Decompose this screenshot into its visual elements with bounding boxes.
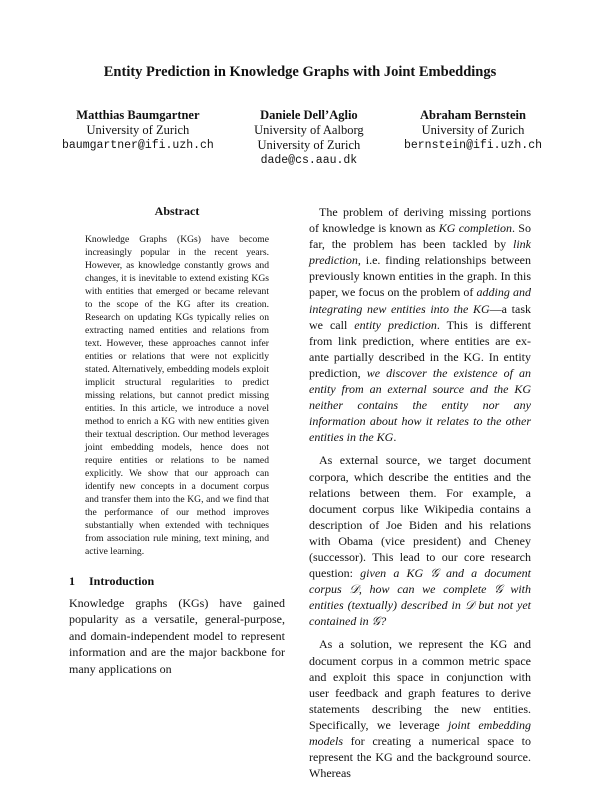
text-run: . This is different from link prediction, where entities are ex-ante partially described in the KG. In entity prediction, <box>309 317 532 380</box>
paper-title: Entity Prediction in Knowledge Graphs with Joint Embeddings <box>103 64 497 80</box>
emphasis: we discover the existence of an entity from an external source and the KG neither contains the entity nor any information about how it relates to the other entities in the KG <box>309 365 531 445</box>
section-heading <box>69 574 285 589</box>
emphasis: entity prediction <box>354 317 437 332</box>
author-list <box>62 108 542 168</box>
text-run: for creating a numerical space to represent the KG and the background source. Whereas <box>309 734 531 781</box>
paragraph <box>309 636 531 781</box>
author-affiliation: University of Zurich <box>86 123 190 137</box>
right-column <box>309 204 531 788</box>
paragraph <box>309 452 531 629</box>
paragraph <box>309 204 531 445</box>
abstract-text: Knowledge Graphs (KGs) have become increasingly popular in the recent years. However, as knowledge constantly grows and changes, it is inevitable to extend existing KGs with entities that emerged or became relevant to the scope of the KG after its creation. Research on updating KGs typically relies on extracting named entities and relations from text. However, these approaches cannot infer entities or relations that were not explicitly stated. Alternatively, embedding models exploit implicit structural regularities to predict missing relations, but cannot predict missing entities. In this article, we introduce a novel method to enrich a KG with new entities given their textual description. Our method leverages joint embedding models, hence does not require entities or relations to be named explicitly. We show that our approach can identify new concepts in a document corpus and transfer them into the KG, and we find that the performance of our method improves substantially when extended with techniques from association rule mining, text mining, and active learning. <box>85 234 269 557</box>
author-block <box>254 108 363 168</box>
author-name: Daniele Dell’Aglio <box>260 108 358 122</box>
text-run: . So far, the problem has been tackled by <box>309 221 531 252</box>
emphasis: KG completion <box>438 221 513 236</box>
text-run: —a task we call <box>309 301 531 332</box>
section-number: 1 <box>69 574 75 588</box>
left-column <box>69 204 285 677</box>
emphasis: link prediction <box>309 237 531 268</box>
text-run: . <box>393 430 397 445</box>
author-affiliation: University of Zurich <box>421 123 525 137</box>
text-run: The problem of deriving missing portions of knowledge is known as <box>309 205 531 236</box>
author-affiliation: University of Aalborg <box>254 123 364 137</box>
text-run: As external source, we target document corpora, which describe the entities and the relations between them. For example, a document corpus like Wikipedia contains a description of Joe Biden and his relations with Obama (vice president) and Cheney (successor). This lead to our core research question: <box>309 453 531 581</box>
author-email[interactable]: dade@cs.aau.dk <box>260 154 358 167</box>
author-email[interactable]: baumgartner@ifi.uzh.ch <box>62 139 214 152</box>
section-title: Introduction <box>89 574 155 588</box>
author-block <box>404 108 542 168</box>
author-name: Abraham Bernstein <box>420 108 526 122</box>
author-name: Matthias Baumgartner <box>76 108 200 122</box>
text-run: , i.e. finding relationships between previously known entities in the graph. In this paper, we focus on the problem of <box>309 253 531 300</box>
emphasis: joint embedding models <box>309 717 531 748</box>
text-run: As a solution, we represent the KG and document corpus in a common metric space and exploit this space in conjunction with user feedback and graph features to derive statements describing the new entities. Specifically, we leverage <box>309 637 531 732</box>
author-block <box>62 108 214 168</box>
emphasis: adding and integrating new entities into the KG <box>309 285 531 316</box>
abstract-heading: Abstract <box>154 204 200 218</box>
emphasis: given a KG 𝒢 and a document corpus 𝒟, how can we complete 𝒢 with entities (textually) described in 𝒟 but not yet contained in 𝒢? <box>309 566 532 629</box>
author-affiliation-secondary: University of Zurich <box>257 138 361 152</box>
author-email[interactable]: bernstein@ifi.uzh.ch <box>403 139 542 152</box>
intro-paragraph: Knowledge graphs (KGs) have gained popularity as a versatile, general-purpose, and domain-independent model to represent information and are the major backbone for many applications on <box>69 596 285 676</box>
